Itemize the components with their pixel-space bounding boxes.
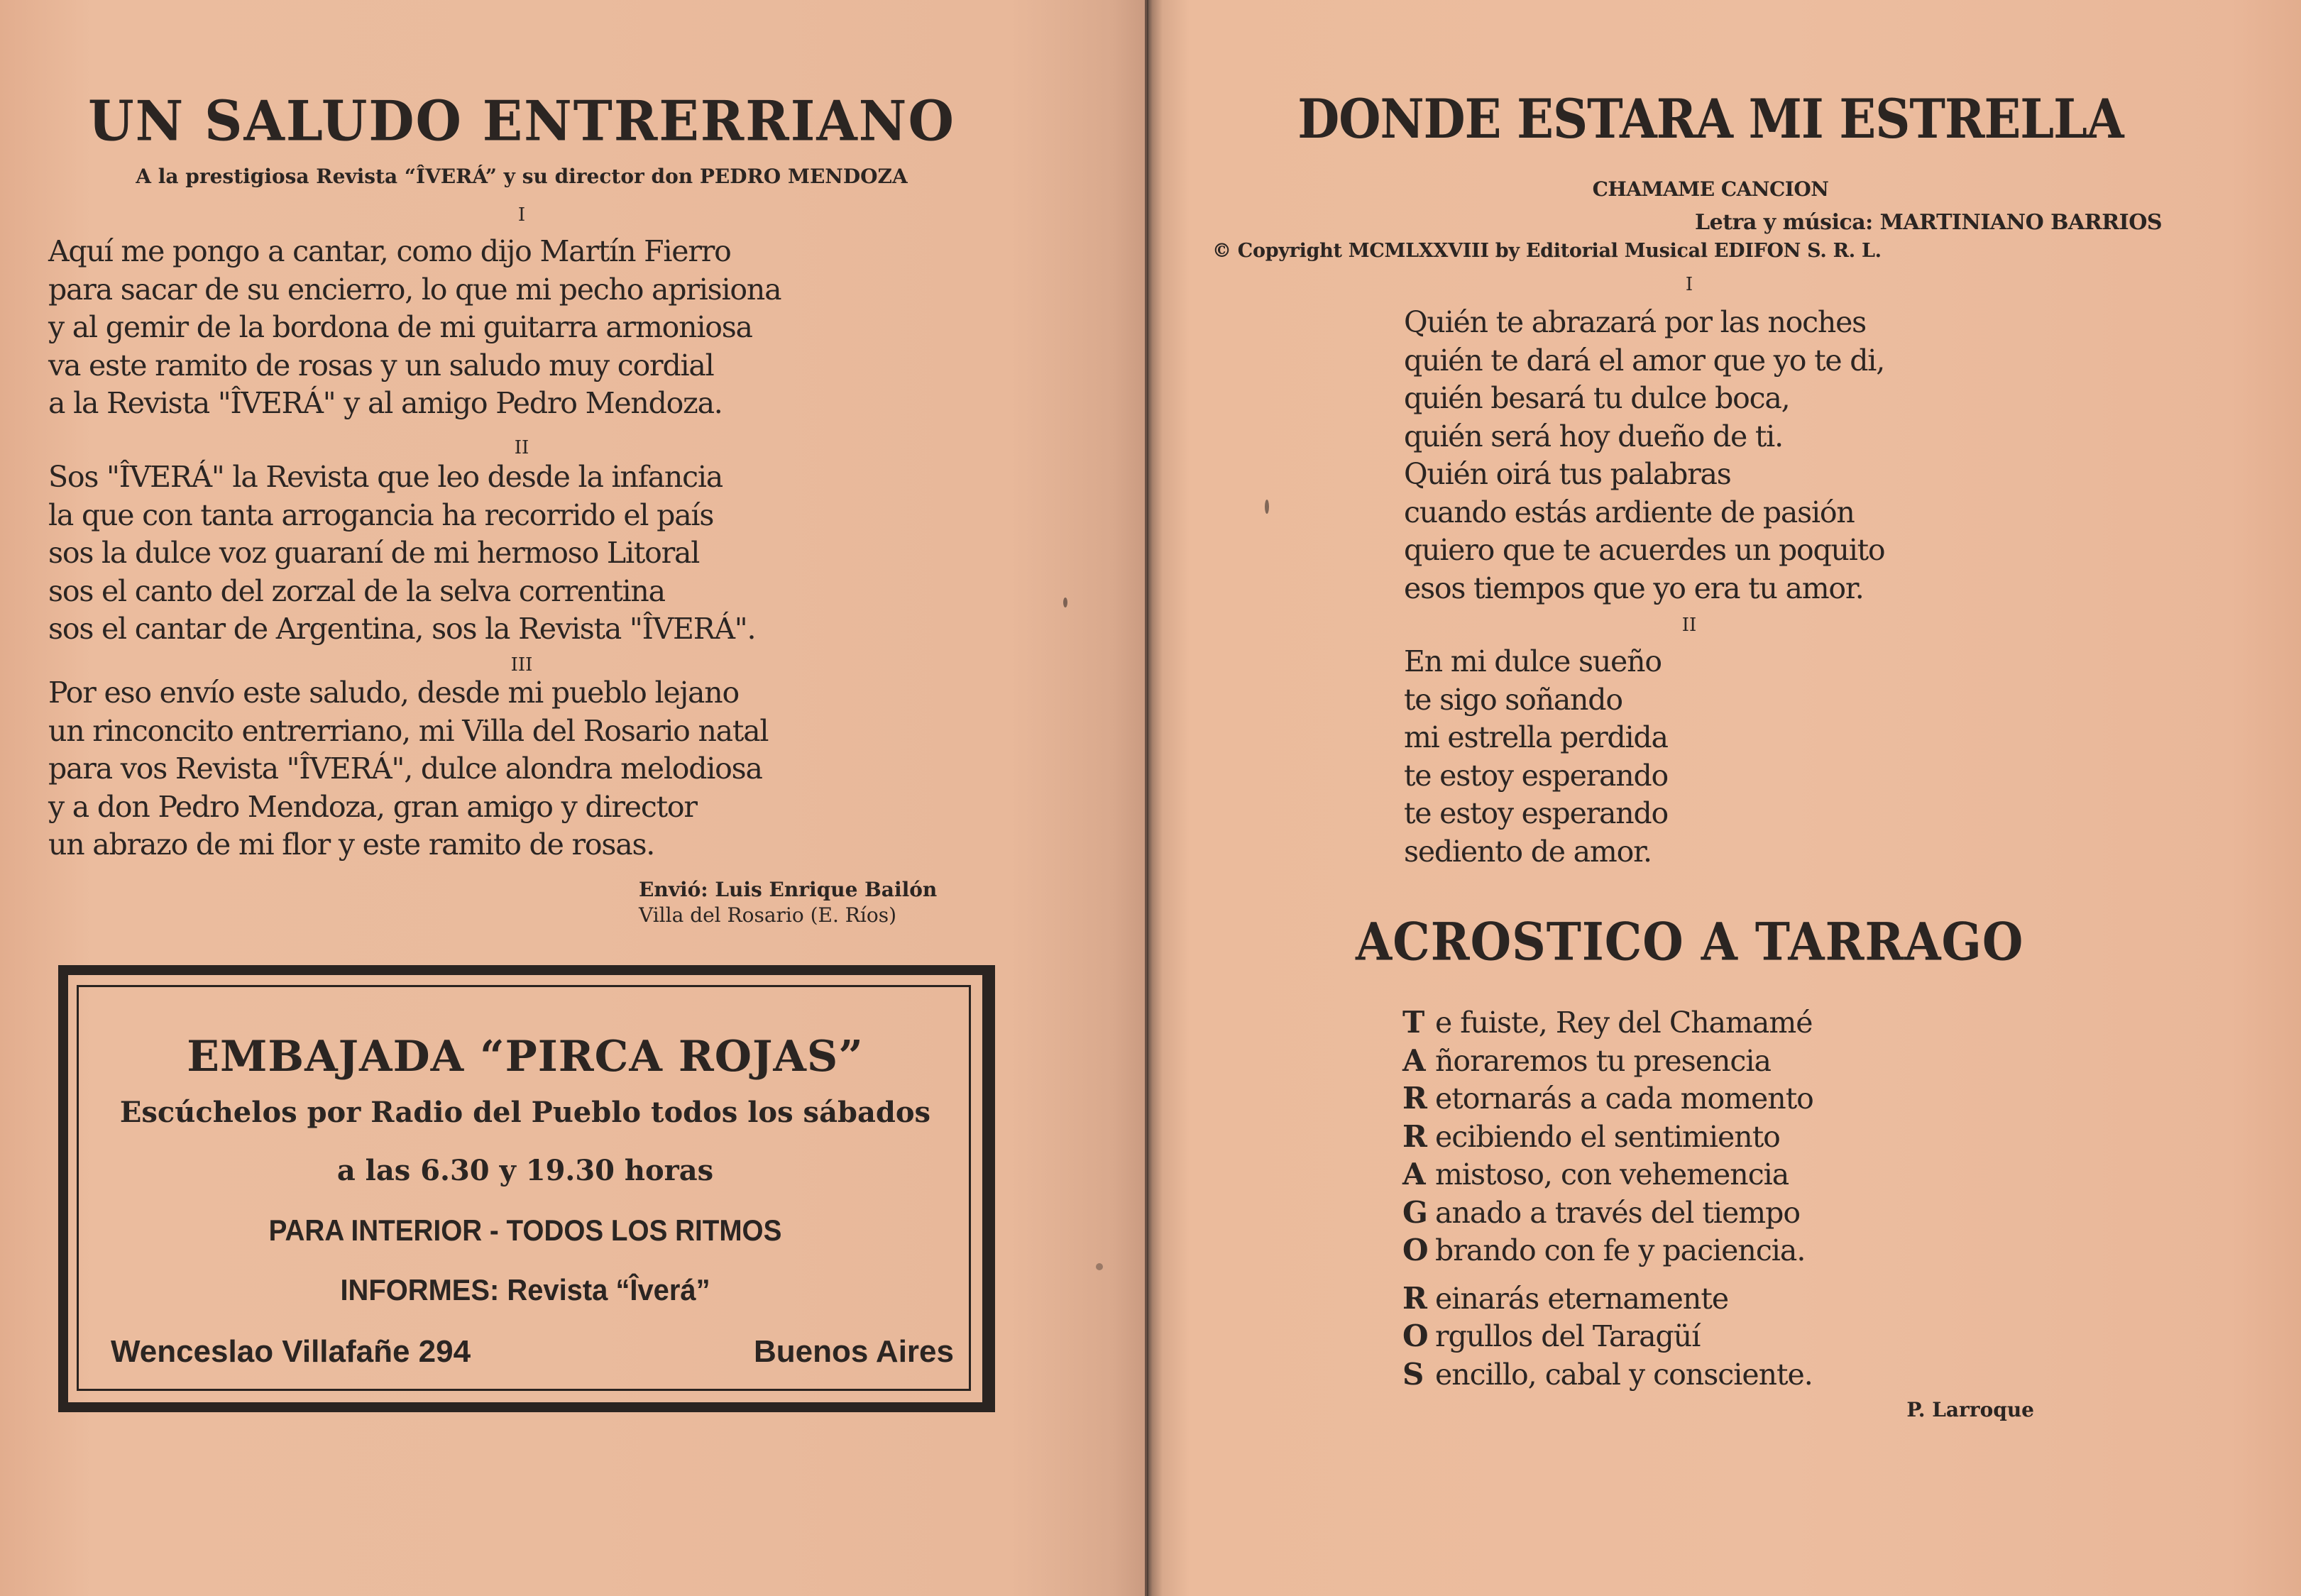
acrostic-text: ñoraremos tu presencia: [1435, 1043, 1771, 1078]
song-genre: CHAMAME CANCION: [1592, 177, 1829, 201]
stanza-numeral-3: III: [510, 654, 533, 676]
acrostic-poem: [1402, 1003, 1813, 1393]
verse-line: cuando estás ardiente de pasión: [1404, 495, 1855, 529]
verse-line: Aquí me pongo a cantar, como dijo Martín Fierro: [48, 234, 731, 268]
acrostic-initial: R: [1402, 1081, 1427, 1116]
ad-city: Buenos Aires: [753, 1334, 954, 1369]
verse-line: te sigo soñando: [1404, 682, 1622, 717]
acrostic-line: [1402, 1194, 1813, 1232]
acrostic-line: [1402, 1079, 1813, 1118]
sender-place: Villa del Rosario (E. Ríos): [639, 903, 896, 927]
song-numeral-2: II: [1681, 615, 1697, 636]
verse-line: un abrazo de mi flor y este ramito de rosas.: [48, 827, 655, 862]
song-title: DONDE ESTARA MI ESTRELLA: [1297, 87, 2124, 151]
stanza-2: [48, 458, 755, 649]
ink-speck: [1265, 500, 1269, 514]
verse-line: sos el canto del zorzal de la selva correntina: [48, 573, 665, 608]
verse-line: En mi dulce sueño: [1404, 644, 1662, 678]
acrostic-text: ecibiendo el sentimiento: [1435, 1119, 1780, 1154]
verse-line: quién te dará el amor que yo te di,: [1404, 343, 1885, 378]
acrostic-gap: [1402, 1270, 1813, 1279]
verse-line: sediento de amor.: [1404, 834, 1652, 869]
acrostic-text: rgullos del Taragüí: [1435, 1319, 1701, 1353]
verse-line: un rinconcito entrerriano, mi Villa del Rosario natal: [48, 713, 769, 748]
acrostic-line: [1402, 1155, 1813, 1194]
song-stanza-2: [1404, 643, 1668, 871]
acrostic-initial: A: [1402, 1157, 1425, 1192]
verse-line: Por eso envío este saludo, desde mi pueblo lejano: [48, 676, 739, 710]
acrostic-initial: S: [1402, 1356, 1424, 1392]
ad-address: Wenceslao Villafañe 294: [111, 1334, 471, 1369]
ad-info-line: INFORMES: Revista “Îverá”: [340, 1273, 710, 1306]
ad-schedule-line: a las 6.30 y 19.30 horas: [336, 1154, 714, 1187]
poem-signature: [639, 877, 937, 928]
verse-line: la que con tanta arrogancia ha recorrido el país: [48, 497, 714, 532]
stanza-3: [48, 674, 768, 864]
verse-line: te estoy esperando: [1404, 796, 1669, 830]
verse-line: y a don Pedro Mendoza, gran amigo y director: [48, 789, 697, 824]
acrostic-line: [1402, 1279, 1813, 1318]
ad-title: EMBAJADA “PIRCA ROJAS”: [187, 1032, 864, 1082]
verse-line: quién será hoy dueño de ti.: [1404, 419, 1783, 453]
acrostic-initial: O: [1402, 1319, 1428, 1353]
poem-dedication: A la prestigiosa Revista “ÎVERÁ” y su director don PEDRO MENDOZA: [136, 165, 908, 188]
acrostic-text: einarás eternamente: [1435, 1281, 1729, 1316]
acrostic-text: etornarás a cada momento: [1435, 1082, 1813, 1116]
verse-line: quién besará tu dulce boca,: [1404, 381, 1790, 415]
poem-title: UN SALUDO ENTRERRIANO: [88, 89, 955, 154]
ink-speck: [1096, 1263, 1103, 1270]
acrostic-text: brando con fe y paciencia.: [1435, 1233, 1806, 1267]
acrostic-line: [1402, 1003, 1813, 1042]
stanza-1: [48, 233, 781, 423]
acrostic-title: ACROSTICO A TARRAGO: [1356, 911, 2024, 972]
ink-speck: [1063, 598, 1067, 607]
ad-radio-line: Escúchelos por Radio del Pueblo todos los sábados: [119, 1096, 931, 1129]
song-credits: Letra y música: MARTINIANO BARRIOS: [1695, 210, 2162, 235]
verse-line: a la Revista "ÎVERÁ" y al amigo Pedro Mendoza.: [48, 386, 723, 420]
song-stanza-1: [1404, 304, 1884, 607]
acrostic-text: anado a través del tiempo: [1435, 1195, 1801, 1230]
page-gutter: [1145, 0, 1148, 1596]
acrostic-line: [1402, 1042, 1813, 1080]
verse-line: para sacar de su encierro, lo que mi pecho aprisiona: [48, 272, 781, 307]
song-copyright: © Copyright MCMLXXVIII by Editorial Musical EDIFON S. R. L.: [1212, 240, 1882, 262]
verse-line: Quién te abrazará por las noches: [1404, 305, 1867, 339]
acrostic-initial: O: [1402, 1233, 1428, 1267]
acrostic-initial: R: [1402, 1280, 1427, 1316]
acrostic-line: [1402, 1317, 1813, 1355]
sender-name: Envió: Luis Enrique Bailón: [639, 878, 938, 901]
verse-line: quiero que te acuerdes un poquito: [1404, 533, 1885, 567]
verse-line: para vos Revista "ÎVERÁ", dulce alondra melodiosa: [48, 752, 762, 786]
verse-line: Sos "ÎVERÁ" la Revista que leo desde la infancia: [48, 460, 723, 494]
verse-line: Quién oirá tus palabras: [1404, 457, 1731, 491]
acrostic-line: [1402, 1355, 1813, 1394]
acrostic-text: e fuiste, Rey del Chamamé: [1435, 1006, 1813, 1040]
verse-line: te estoy esperando: [1404, 758, 1669, 793]
song-numeral-1: I: [1685, 274, 1693, 295]
stanza-numeral-2: II: [514, 437, 529, 458]
acrostic-initial: R: [1402, 1118, 1427, 1154]
acrostic-line: [1402, 1231, 1813, 1270]
verse-line: esos tiempos que yo era tu amor.: [1404, 571, 1864, 605]
ad-rhythms-line: PARA INTERIOR - TODOS LOS RITMOS: [268, 1213, 782, 1247]
acrostic-author: P. Larroque: [1906, 1398, 2034, 1421]
verse-line: y al gemir de la bordona de mi guitarra armoniosa: [48, 310, 752, 344]
advertisement-box: [58, 965, 995, 1412]
stanza-numeral-1: I: [517, 204, 526, 226]
acrostic-text: mistoso, con vehemencia: [1435, 1157, 1789, 1192]
verse-line: sos el cantar de Argentina, sos la Revista "ÎVERÁ".: [48, 612, 756, 646]
verse-line: sos la dulce voz guaraní de mi hermoso Litoral: [48, 536, 700, 570]
acrostic-initial: T: [1402, 1005, 1424, 1040]
acrostic-initial: A: [1402, 1042, 1425, 1078]
verse-line: mi estrella perdida: [1404, 720, 1668, 754]
acrostic-line: [1402, 1118, 1813, 1156]
verse-line: va este ramito de rosas y un saludo muy cordial: [48, 348, 714, 383]
acrostic-text: encillo, cabal y consciente.: [1435, 1357, 1813, 1392]
acrostic-initial: G: [1402, 1194, 1427, 1230]
